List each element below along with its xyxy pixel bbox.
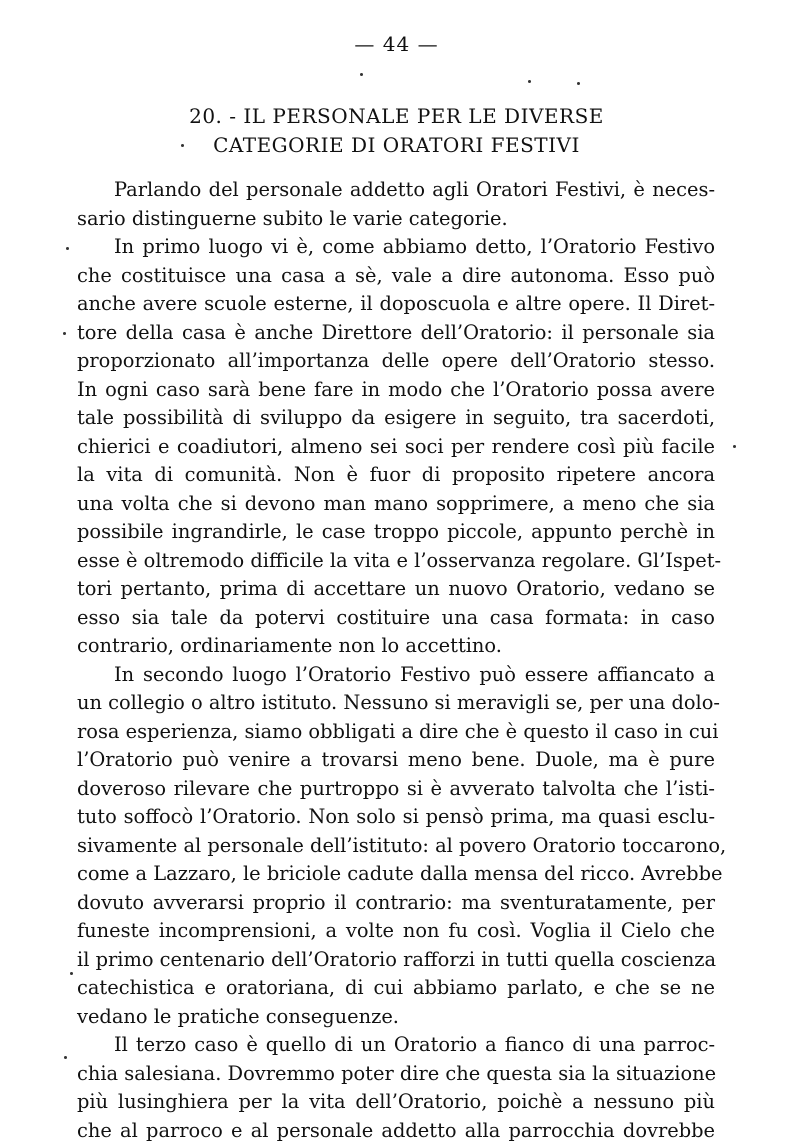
body-text (77, 176, 715, 1145)
text-line: tuto soffocò l’Oratorio. Non solo si pensò prima, ma quasi esclu- (77, 803, 715, 832)
text-line: dovuto avverarsi proprio il contrario: ma sventuratamente, per (77, 889, 715, 918)
scan-speck (577, 82, 580, 85)
scan-speck (528, 80, 531, 83)
text-line: tale possibilità di sviluppo da esigere in seguito, tra sacerdoti, (77, 404, 715, 433)
text-line: vedano le pratiche conseguenze. (77, 1003, 715, 1032)
text-line: possibile ingrandirle, le case troppo piccole, appunto perchè in (77, 518, 715, 547)
scan-speck (70, 972, 73, 975)
scan-speck (66, 247, 69, 250)
text-line: proporzionato all’importanza delle opere dell’Oratorio stesso. (77, 347, 715, 376)
text-line: l’Oratorio può venire a trovarsi meno bene. Duole, ma è pure (77, 746, 715, 775)
heading-line-1: 20. - IL PERSONALE PER LE DIVERSE (0, 102, 793, 131)
heading-line-2: CATEGORIE DI ORATORI FESTIVI (0, 131, 793, 160)
text-line: che al parroco e al personale addetto alla parrocchia dovrebbe (77, 1117, 715, 1145)
text-line: tore della casa è anche Direttore dell’Oratorio: il personale sia (77, 319, 715, 348)
text-line: In secondo luogo l’Oratorio Festivo può essere affiancato a (77, 661, 715, 690)
page-number: — 44 — (0, 32, 793, 56)
text-line: come a Lazzaro, le briciole cadute dalla mensa del ricco. Avrebbe (77, 860, 715, 889)
text-line: chia salesiana. Dovremmo poter dire che questa sia la situazione (77, 1060, 715, 1089)
text-line: che costituisce una casa a sè, vale a dire autonoma. Esso può (77, 262, 715, 291)
text-line: catechistica e oratoriana, di cui abbiamo parlato, e che se ne (77, 974, 715, 1003)
text-line: tori pertanto, prima di accettare un nuovo Oratorio, vedano se (77, 575, 715, 604)
text-line: esse è oltremodo difficile la vita e l’osservanza regolare. Gl’Ispet- (77, 547, 715, 576)
scan-speck (733, 445, 736, 448)
text-line: anche avere scuole esterne, il doposcuola e altre opere. Il Diret- (77, 290, 715, 319)
text-line: la vita di comunità. Non è fuor di proposito ripetere ancora (77, 461, 715, 490)
scan-speck (181, 144, 184, 147)
text-line: In ogni caso sarà bene fare in modo che l’Oratorio possa avere (77, 376, 715, 405)
scan-speck (64, 1056, 67, 1059)
text-line: sario distinguerne subito le varie categorie. (77, 205, 715, 234)
section-heading (0, 102, 793, 160)
text-line: un collegio o altro istituto. Nessuno si meravigli se, per una dolo- (77, 689, 715, 718)
scan-speck (360, 73, 363, 76)
text-line: Il terzo caso è quello di un Oratorio a fianco di una parroc- (77, 1031, 715, 1060)
scan-speck (63, 332, 66, 335)
text-line: il primo centenario dell’Oratorio rafforzi in tutti quella coscienza (77, 946, 715, 975)
text-line: sivamente al personale dell’istituto: al povero Oratorio toccarono, (77, 832, 715, 861)
text-line: rosa esperienza, siamo obbligati a dire che è questo il caso in cui (77, 718, 715, 747)
text-line: funeste incomprensioni, a volte non fu così. Voglia il Cielo che (77, 917, 715, 946)
text-line: chierici e coadiutori, almeno sei soci per rendere così più facile (77, 433, 715, 462)
text-line: doveroso rilevare che purtroppo si è avverato talvolta che l’isti- (77, 775, 715, 804)
text-line: In primo luogo vi è, come abbiamo detto, l’Oratorio Festivo (77, 233, 715, 262)
text-line: contrario, ordinariamente non lo accettino. (77, 632, 715, 661)
text-line: esso sia tale da potervi costituire una casa formata: in caso (77, 604, 715, 633)
text-line: Parlando del personale addetto agli Oratori Festivi, è neces- (77, 176, 715, 205)
text-line: una volta che si devono man mano sopprimere, a meno che sia (77, 490, 715, 519)
text-line: più lusinghiera per la vita dell’Oratorio, poichè a nessuno più (77, 1088, 715, 1117)
